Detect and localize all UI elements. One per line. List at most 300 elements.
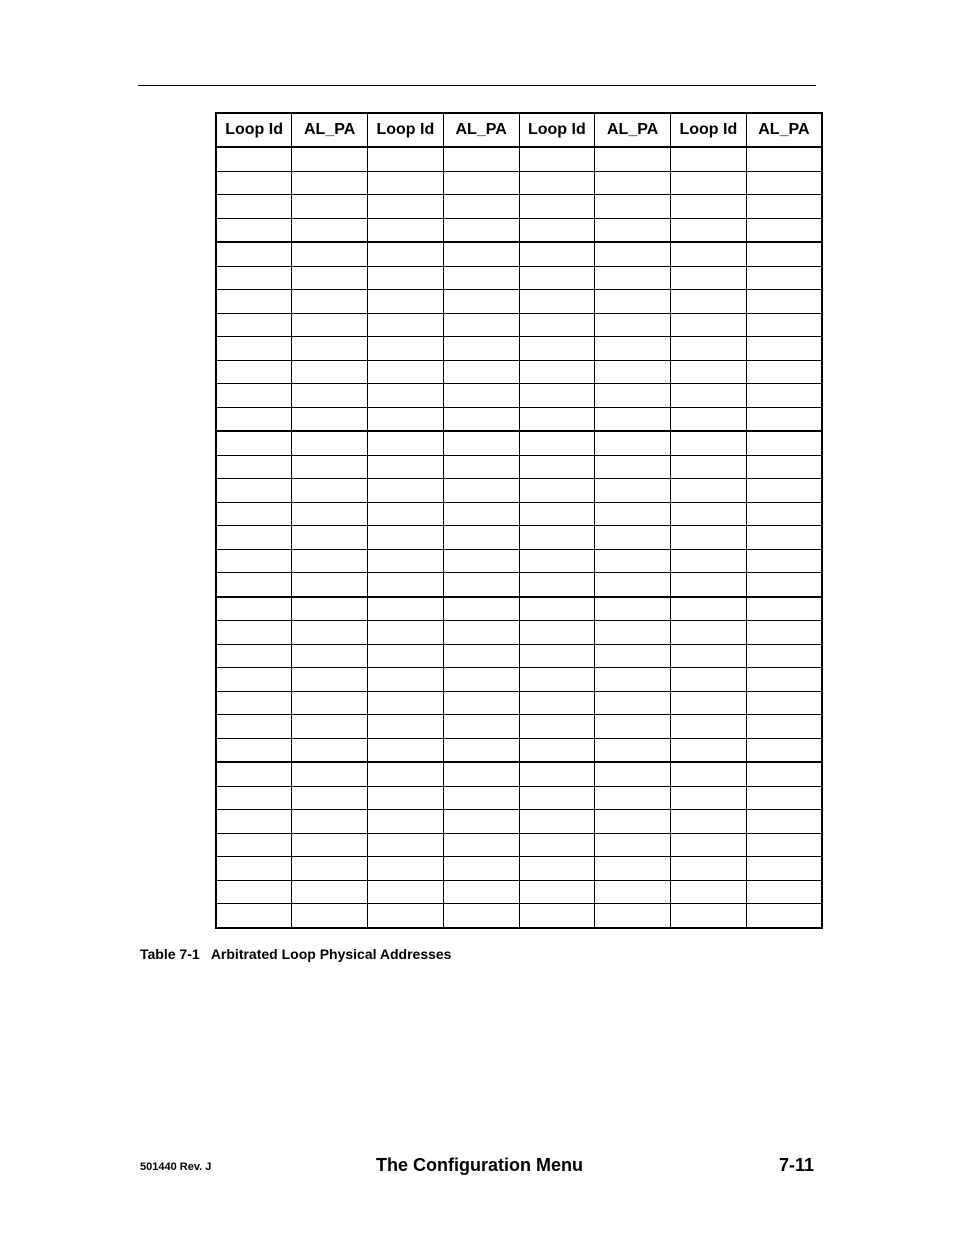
table-cell [746, 786, 822, 810]
table-cell [746, 502, 822, 526]
table-cell [746, 147, 822, 171]
table-cell [746, 738, 822, 762]
table-cell [292, 337, 368, 361]
table-cell [368, 147, 444, 171]
table-cell [671, 715, 747, 739]
table-cell [292, 479, 368, 503]
table-caption [140, 946, 451, 962]
table-cell [746, 762, 822, 786]
table-row [216, 147, 822, 171]
column-header-loop-id-4: Loop Id [671, 113, 747, 147]
table-cell [216, 573, 292, 597]
table-cell [368, 384, 444, 408]
table-cell [671, 857, 747, 881]
table-cell [519, 691, 595, 715]
table-cell [595, 880, 671, 904]
table-cell [595, 242, 671, 266]
table-row [216, 597, 822, 621]
table-cell [443, 242, 519, 266]
table-cell [292, 549, 368, 573]
table-cell [595, 526, 671, 550]
table-cell [292, 857, 368, 881]
table-header-row [216, 113, 822, 147]
table-cell [368, 762, 444, 786]
table-cell [216, 479, 292, 503]
table-cell [671, 573, 747, 597]
table-cell [746, 266, 822, 290]
column-header-loop-id-2: Loop Id [368, 113, 444, 147]
table-cell [595, 573, 671, 597]
table-cell [368, 455, 444, 479]
table-cell [216, 691, 292, 715]
table-row [216, 549, 822, 573]
table-cell [519, 290, 595, 314]
table-cell [746, 360, 822, 384]
table-cell [671, 290, 747, 314]
column-header-loop-id-1: Loop Id [216, 113, 292, 147]
table-cell [519, 833, 595, 857]
table-cell [368, 597, 444, 621]
table-cell [595, 384, 671, 408]
table-cell [443, 762, 519, 786]
table-cell [292, 526, 368, 550]
table-cell [443, 407, 519, 431]
table-cell [292, 668, 368, 692]
table-cell [368, 218, 444, 242]
table-cell [216, 549, 292, 573]
column-header-al-pa-3: AL_PA [595, 113, 671, 147]
table-cell [746, 880, 822, 904]
table-cell [595, 360, 671, 384]
table-cell [216, 621, 292, 645]
table-cell [368, 786, 444, 810]
table-cell [216, 644, 292, 668]
table-row [216, 502, 822, 526]
table-cell [595, 904, 671, 928]
table-row [216, 195, 822, 219]
table-cell [443, 597, 519, 621]
table-cell [671, 880, 747, 904]
table-cell [216, 313, 292, 337]
table-cell [216, 290, 292, 314]
table-cell [368, 431, 444, 455]
table-cell [368, 573, 444, 597]
table-row [216, 762, 822, 786]
table-cell [216, 597, 292, 621]
table-cell [292, 384, 368, 408]
table-cell [216, 904, 292, 928]
table-cell [368, 479, 444, 503]
table-cell [216, 431, 292, 455]
table-cell [292, 644, 368, 668]
table-cell [443, 715, 519, 739]
table-row [216, 218, 822, 242]
table-cell [519, 360, 595, 384]
table-cell [595, 738, 671, 762]
table-cell [443, 786, 519, 810]
table-cell [292, 691, 368, 715]
table-cell [746, 597, 822, 621]
table-cell [595, 549, 671, 573]
table-cell [595, 857, 671, 881]
footer-section-title: The Configuration Menu [376, 1155, 583, 1175]
table-cell [671, 242, 747, 266]
table-cell [746, 384, 822, 408]
table-cell [443, 668, 519, 692]
table-cell [519, 195, 595, 219]
table-cell [216, 384, 292, 408]
table-cell [671, 313, 747, 337]
table-cell [519, 218, 595, 242]
table-cell [746, 573, 822, 597]
table-cell [368, 880, 444, 904]
table-cell [443, 691, 519, 715]
table-cell [292, 455, 368, 479]
table-cell [746, 644, 822, 668]
table-cell [443, 644, 519, 668]
table-cell [443, 171, 519, 195]
table-cell [671, 549, 747, 573]
table-cell [292, 762, 368, 786]
table-cell [216, 242, 292, 266]
table-row [216, 290, 822, 314]
table-cell [671, 762, 747, 786]
table-row [216, 810, 822, 834]
table-row [216, 904, 822, 928]
table-cell [519, 455, 595, 479]
table-cell [216, 833, 292, 857]
table-cell [368, 502, 444, 526]
table-cell [595, 431, 671, 455]
table-cell [519, 147, 595, 171]
table-cell [671, 597, 747, 621]
table-row [216, 455, 822, 479]
table-cell [443, 904, 519, 928]
table-cell [368, 290, 444, 314]
table-cell [519, 431, 595, 455]
table-cell [368, 738, 444, 762]
table-cell [292, 313, 368, 337]
table-cell [292, 738, 368, 762]
table-cell [671, 479, 747, 503]
table-cell [292, 621, 368, 645]
table-cell [519, 786, 595, 810]
table-cell [746, 479, 822, 503]
table-cell [443, 479, 519, 503]
table-cell [368, 621, 444, 645]
table-cell [746, 857, 822, 881]
table-cell [368, 644, 444, 668]
table-cell [595, 833, 671, 857]
table-cell [746, 407, 822, 431]
table-cell [519, 313, 595, 337]
table-cell [443, 455, 519, 479]
table-cell [746, 833, 822, 857]
table-cell [443, 857, 519, 881]
table-cell [368, 857, 444, 881]
table-cell [519, 479, 595, 503]
table-cell [746, 242, 822, 266]
table-cell [746, 455, 822, 479]
footer-doc-number: 501440 Rev. J [140, 1161, 212, 1173]
column-header-al-pa-4: AL_PA [746, 113, 822, 147]
table-cell [368, 810, 444, 834]
table-cell [519, 266, 595, 290]
table-cell [216, 171, 292, 195]
table-cell [671, 810, 747, 834]
table-cell [216, 880, 292, 904]
table-cell [746, 810, 822, 834]
table-cell [671, 904, 747, 928]
table-cell [368, 407, 444, 431]
table-cell [671, 431, 747, 455]
table-cell [671, 786, 747, 810]
table-cell [216, 266, 292, 290]
table-cell [595, 810, 671, 834]
table-cell [443, 502, 519, 526]
table-row [216, 833, 822, 857]
table-cell [292, 218, 368, 242]
table-cell [671, 691, 747, 715]
table-cell [746, 195, 822, 219]
table-cell [746, 668, 822, 692]
table-cell [595, 715, 671, 739]
table-cell [519, 597, 595, 621]
table-cell [595, 147, 671, 171]
table-cell [671, 455, 747, 479]
column-header-loop-id-3: Loop Id [519, 113, 595, 147]
table-row [216, 738, 822, 762]
table-cell [216, 502, 292, 526]
table-cell [746, 290, 822, 314]
table-cell [595, 479, 671, 503]
table-cell [292, 597, 368, 621]
table-cell [443, 431, 519, 455]
table-cell [519, 880, 595, 904]
table-cell [519, 526, 595, 550]
table-cell [368, 171, 444, 195]
table-cell [671, 218, 747, 242]
table-row [216, 242, 822, 266]
table-row [216, 479, 822, 503]
table-cell [216, 360, 292, 384]
header-rule [138, 85, 816, 86]
table-cell [443, 810, 519, 834]
table-cell [746, 171, 822, 195]
table-cell [595, 691, 671, 715]
table-cell [595, 266, 671, 290]
table-cell [368, 360, 444, 384]
table-cell [595, 407, 671, 431]
table-cell [746, 431, 822, 455]
table-cell [671, 621, 747, 645]
table-cell [216, 857, 292, 881]
table-cell [443, 195, 519, 219]
table-cell [595, 290, 671, 314]
table-cell [519, 857, 595, 881]
table-cell [443, 833, 519, 857]
table-cell [595, 762, 671, 786]
table-cell [443, 147, 519, 171]
table-cell [519, 171, 595, 195]
table-cell [292, 195, 368, 219]
table-cell [216, 218, 292, 242]
table-cell [671, 526, 747, 550]
table-row [216, 573, 822, 597]
table-cell [292, 407, 368, 431]
table-cell [519, 738, 595, 762]
table-cell [671, 147, 747, 171]
table-cell [443, 573, 519, 597]
table-cell [671, 407, 747, 431]
table-cell [292, 171, 368, 195]
table-cell [746, 526, 822, 550]
table-cell [443, 266, 519, 290]
table-cell [519, 242, 595, 266]
table-cell [443, 738, 519, 762]
table-cell [292, 242, 368, 266]
table-row [216, 786, 822, 810]
table-cell [746, 904, 822, 928]
table-cell [671, 266, 747, 290]
table-row [216, 407, 822, 431]
table-cell [746, 715, 822, 739]
table-cell [292, 810, 368, 834]
table-cell [595, 668, 671, 692]
table-cell [671, 384, 747, 408]
table-cell [595, 171, 671, 195]
table-cell [368, 904, 444, 928]
table-cell [746, 313, 822, 337]
table-row [216, 526, 822, 550]
table-cell [595, 644, 671, 668]
table-cell [519, 549, 595, 573]
table-cell [443, 290, 519, 314]
table-row [216, 691, 822, 715]
table-cell [519, 715, 595, 739]
table-cell [292, 431, 368, 455]
table-cell [519, 810, 595, 834]
table-cell [368, 715, 444, 739]
table-cell [595, 597, 671, 621]
table-cell [292, 360, 368, 384]
table-cell [671, 668, 747, 692]
table-cell [368, 337, 444, 361]
table-cell [443, 218, 519, 242]
table-body [216, 147, 822, 928]
table-cell [519, 644, 595, 668]
table-cell [368, 266, 444, 290]
table-cell [443, 880, 519, 904]
table-row [216, 644, 822, 668]
table-cell [595, 195, 671, 219]
table-cell [519, 384, 595, 408]
table-row [216, 431, 822, 455]
table-cell [443, 549, 519, 573]
table-cell [216, 715, 292, 739]
table-cell [216, 762, 292, 786]
column-header-al-pa-1: AL_PA [292, 113, 368, 147]
table-cell [595, 455, 671, 479]
table-row [216, 880, 822, 904]
table-cell [292, 147, 368, 171]
table-cell [292, 880, 368, 904]
table-row [216, 668, 822, 692]
table-row [216, 621, 822, 645]
table-cell [443, 621, 519, 645]
table-cell [292, 715, 368, 739]
footer-page-number: 7-11 [778, 1155, 814, 1175]
table-cell [443, 313, 519, 337]
table-cell [746, 337, 822, 361]
table-cell [368, 833, 444, 857]
table-cell [671, 360, 747, 384]
table-cell [368, 313, 444, 337]
table-cell [671, 738, 747, 762]
table-cell [216, 407, 292, 431]
table-cell [519, 904, 595, 928]
table-cell [746, 621, 822, 645]
table-cell [216, 195, 292, 219]
table-cell [746, 549, 822, 573]
table-row [216, 337, 822, 361]
table-cell [595, 313, 671, 337]
table-row [216, 857, 822, 881]
table-cell [746, 218, 822, 242]
caption-title: Arbitrated Loop Physical Addresses [210, 946, 452, 962]
table-cell [368, 242, 444, 266]
table-cell [519, 621, 595, 645]
table-cell [443, 337, 519, 361]
table-cell [292, 266, 368, 290]
table-cell [595, 502, 671, 526]
table-cell [443, 384, 519, 408]
table-cell [595, 218, 671, 242]
al-pa-table [215, 112, 823, 929]
table-row [216, 313, 822, 337]
table-cell [216, 810, 292, 834]
table-cell [671, 195, 747, 219]
table-cell [671, 502, 747, 526]
table-row [216, 715, 822, 739]
table-cell [216, 455, 292, 479]
column-header-al-pa-2: AL_PA [443, 113, 519, 147]
table-cell [292, 833, 368, 857]
table-row [216, 384, 822, 408]
table-cell [671, 644, 747, 668]
table-cell [292, 786, 368, 810]
table-cell [519, 762, 595, 786]
table-cell [368, 549, 444, 573]
table-cell [746, 691, 822, 715]
table-cell [519, 668, 595, 692]
table-row [216, 360, 822, 384]
table-cell [292, 904, 368, 928]
table-cell [216, 147, 292, 171]
table-cell [292, 573, 368, 597]
table-cell [595, 786, 671, 810]
table-row [216, 171, 822, 195]
table-cell [671, 833, 747, 857]
table-cell [595, 621, 671, 645]
table-cell [519, 337, 595, 361]
table-cell [292, 502, 368, 526]
table-cell [216, 337, 292, 361]
table-cell [216, 738, 292, 762]
table-cell [443, 526, 519, 550]
table-row [216, 266, 822, 290]
table-cell [671, 337, 747, 361]
